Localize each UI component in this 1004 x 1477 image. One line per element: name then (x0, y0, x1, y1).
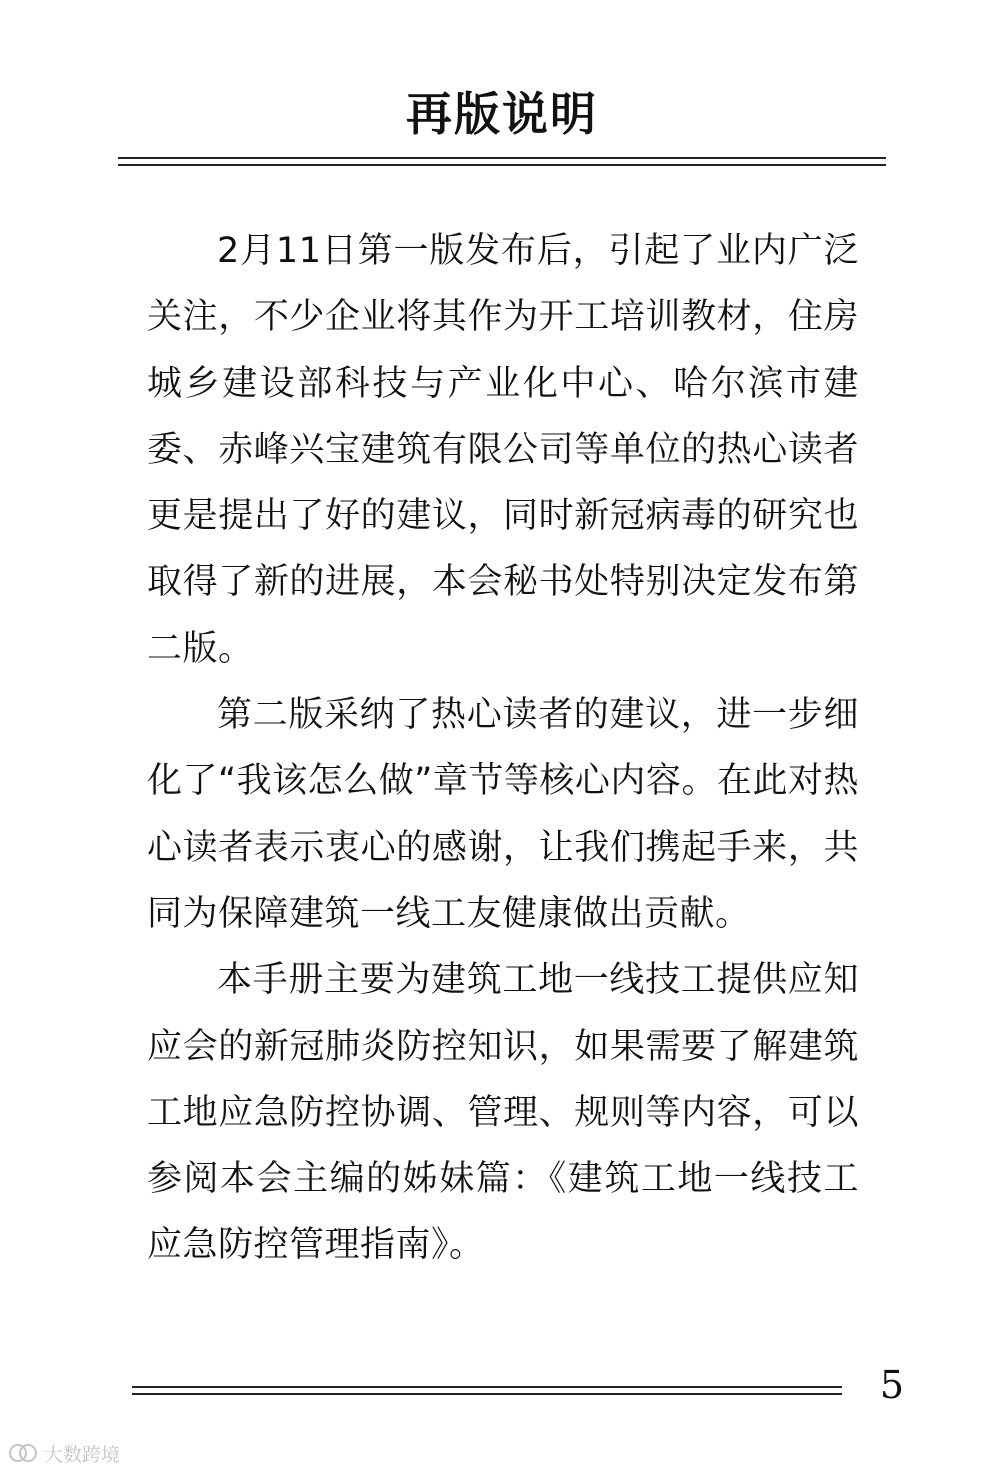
page-title: 再版说明 (406, 87, 598, 141)
watermark-text: 大数跨境 (44, 1443, 121, 1466)
watermark (8, 1437, 120, 1469)
page-number: 5 (879, 1363, 905, 1407)
footer-divider-line-lower (132, 1393, 842, 1395)
logo-mark-icon (8, 1442, 38, 1464)
paragraph-2: 第二版采纳了热心读者的建议，进一步细化了“我该怎么做”章节等核心内容。在此对热心读者表示衷心的感谢，让我们携起手来，共同为保障建筑一线工友健康做出贡献。 (147, 695, 859, 934)
body-text (147, 218, 859, 1279)
paragraph-3: 本手册主要为建筑工地一线技工提供应知应会的新冠肺炎防控知识，如果需要了解建筑工地应急防控协调、管理、规则等内容，可以参阅本会主编的姊妹篇：《建筑工地一线技工应急防控管理指南》。 (147, 960, 859, 1266)
title-divider-line-lower (118, 164, 886, 166)
title-divider-line-upper (118, 157, 886, 159)
footer-divider-line-upper (132, 1386, 842, 1388)
paragraph-1: 2月11日第一版发布后，引起了业内广泛关注，不少企业将其作为开工培训教材，住房城乡建设部科技与产业化中心、哈尔滨市建委、赤峰兴宝建筑有限公司等单位的热心读者更是提出了好的建议，同时新冠病毒的研究也取得了新的进展，本会秘书处特别决定发布第二版。 (147, 231, 859, 669)
